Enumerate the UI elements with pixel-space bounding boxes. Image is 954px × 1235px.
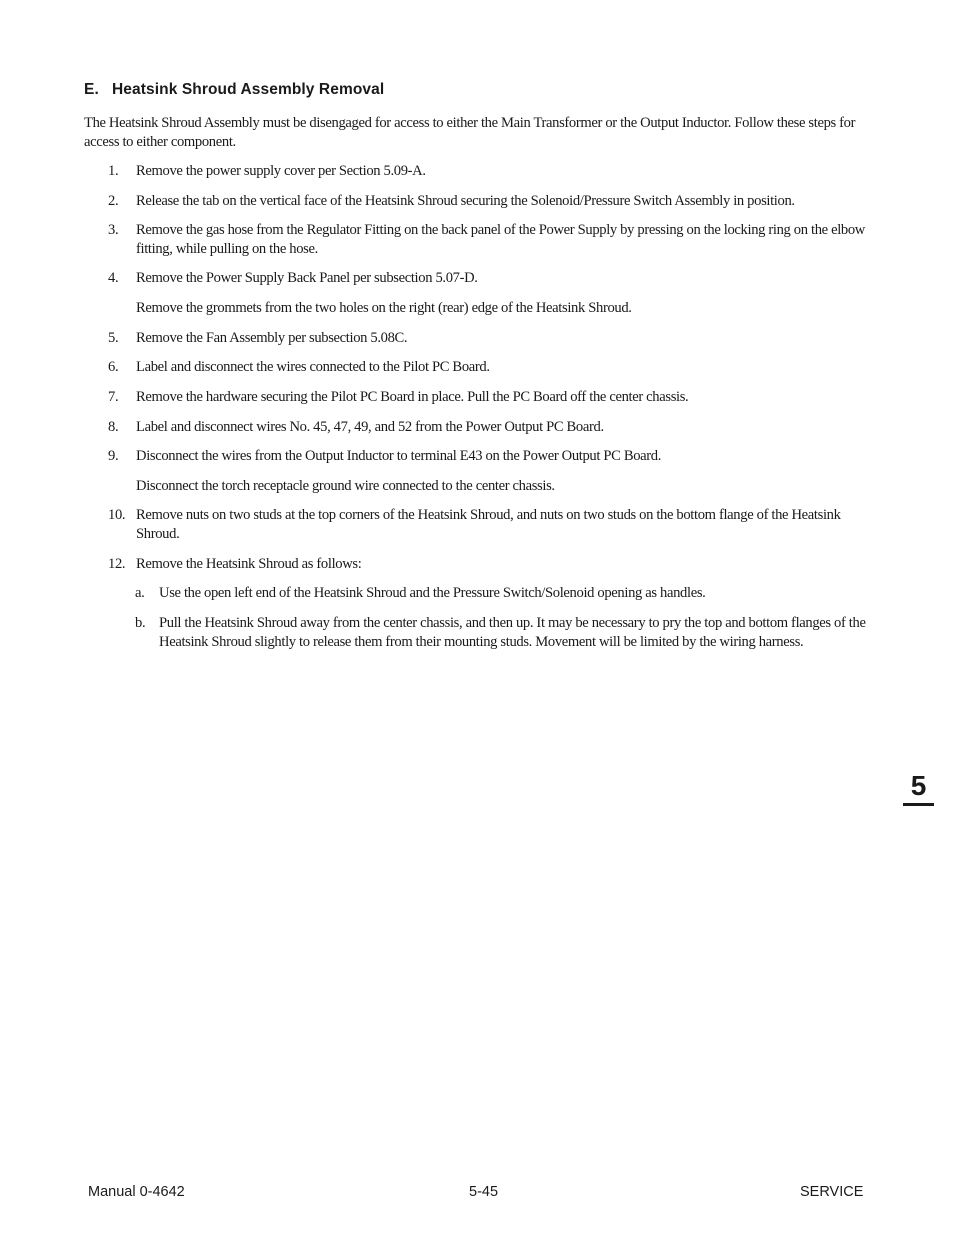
footer-section-name: SERVICE: [800, 1184, 864, 1200]
step-7: [108, 388, 873, 407]
step-text: Label and disconnect the wires connected to the Pilot PC Board.: [136, 359, 490, 375]
step-number: 5.: [108, 330, 119, 346]
step-text: Remove the Power Supply Back Panel per subsection 5.07-D.: [136, 270, 478, 286]
step-6: [108, 358, 873, 377]
step-9: [108, 447, 873, 466]
step-number: 10.: [108, 507, 126, 523]
substep-letter: b.: [135, 615, 146, 631]
footer-manual-number: Manual 0-4642: [88, 1184, 185, 1200]
step-text: Remove the Fan Assembly per subsection 5.08C.: [136, 330, 408, 346]
substep-letter: a.: [135, 585, 145, 601]
step-number: 4.: [108, 270, 119, 286]
step-number: 7.: [108, 389, 119, 405]
intro-paragraph: The Heatsink Shroud Assembly must be disengaged for access to either the Main Transformer or the Output Inductor. Follow these steps for access to either component.: [84, 115, 856, 150]
chapter-tab: 5: [903, 770, 934, 806]
step-4: [108, 269, 873, 288]
step-10: [108, 506, 873, 543]
section-title: Heatsink Shroud Assembly Removal: [112, 81, 385, 98]
step-text: Label and disconnect wires No. 45, 47, 49, and 52 from the Power Output PC Board.: [136, 419, 604, 435]
step-12: [108, 555, 873, 574]
step-4-continuation: Remove the grommets from the two holes on the right (rear) edge of the Heatsink Shroud.: [136, 300, 632, 316]
step-text: Remove the Heatsink Shroud as follows:: [136, 556, 362, 572]
step-3: [108, 221, 873, 258]
substep-text: Use the open left end of the Heatsink Shroud and the Pressure Switch/Solenoid opening as handles.: [159, 585, 706, 601]
step-text: Disconnect the wires from the Output Inductor to terminal E43 on the Power Output PC Board.: [136, 448, 662, 464]
step-number: 2.: [108, 193, 119, 209]
section-letter: E.: [84, 81, 99, 98]
step-number: 8.: [108, 419, 119, 435]
section-heading: [84, 81, 384, 99]
step-number: 12.: [108, 556, 126, 572]
substep-b: [135, 614, 873, 651]
step-1: [108, 162, 873, 181]
step-text: Remove nuts on two studs at the top corners of the Heatsink Shroud, and nuts on two studs on the bottom flange of the Heatsink Shroud.: [136, 507, 841, 542]
step-number: 9.: [108, 448, 119, 464]
step-text: Remove the power supply cover per Section 5.09-A.: [136, 163, 426, 179]
step-number: 6.: [108, 359, 119, 375]
step-text: Remove the gas hose from the Regulator Fitting on the back panel of the Power Supply by pressing on the locking ring on the elbow fitting, while pulling on the hose.: [136, 222, 865, 257]
step-5: [108, 329, 873, 348]
step-text: Release the tab on the vertical face of the Heatsink Shroud securing the Solenoid/Pressure Switch Assembly in position.: [136, 193, 795, 209]
footer-page-number: 5-45: [469, 1184, 499, 1200]
step-8: [108, 418, 873, 437]
step-number: 3.: [108, 222, 119, 238]
step-9-continuation: Disconnect the torch receptacle ground wire connected to the center chassis.: [136, 478, 555, 494]
step-number: 1.: [108, 163, 119, 179]
substep-a: [135, 584, 873, 603]
substep-text: Pull the Heatsink Shroud away from the center chassis, and then up. It may be necessary to pry the top and bottom flanges of the Heatsink Shroud slightly to release them from their mounting studs. Movement will be limited by the wiring harness.: [159, 615, 866, 650]
step-2: [108, 192, 873, 211]
step-text: Remove the hardware securing the Pilot PC Board in place. Pull the PC Board off the center chassis.: [136, 389, 689, 405]
